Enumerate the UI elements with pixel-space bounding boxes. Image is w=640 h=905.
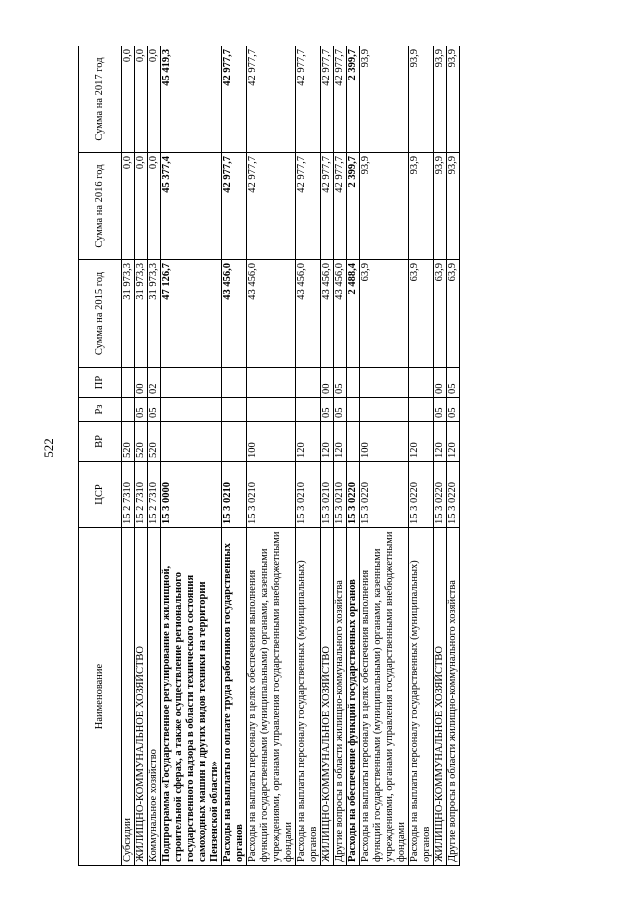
cell-pr: 00: [321, 368, 334, 398]
cell-sum-2017: 93,9: [409, 46, 434, 153]
cell-sum-2016: 93,9: [434, 153, 447, 260]
cell-vr: 520: [122, 422, 135, 462]
cell-pr: [222, 368, 247, 398]
cell-csr: 15 3 0220: [447, 462, 460, 528]
cell-sum-2015: 63,9: [409, 260, 434, 368]
cell-pr: [247, 368, 296, 398]
cell-csr: 15 3 0210: [321, 462, 334, 528]
cell-pr: [161, 368, 222, 398]
cell-rz: [360, 398, 409, 422]
cell-csr: 15 3 0000: [161, 462, 222, 528]
cell-sum-2015: 43 456,0: [296, 260, 321, 368]
cell-vr: 520: [135, 422, 148, 462]
cell-sum-2015: 2 488,4: [347, 260, 360, 368]
cell-vr: [161, 422, 222, 462]
cell-name: ЖИЛИЩНО-КОММУНАЛЬНОЕ ХОЗЯЙСТВО: [434, 528, 447, 866]
cell-sum-2016: 42 977,7: [334, 153, 347, 260]
table-row: [360, 46, 409, 866]
header-rz: Рз: [79, 398, 122, 422]
cell-pr: 05: [334, 368, 347, 398]
cell-csr: 15 3 0220: [409, 462, 434, 528]
cell-csr: 15 3 0220: [360, 462, 409, 528]
cell-rz: 05: [434, 398, 447, 422]
cell-name: Расходы на обеспечение функций государственных органов: [347, 528, 360, 866]
table-row: [434, 46, 447, 866]
cell-sum-2017: 42 977,7: [247, 46, 296, 153]
table-row: [122, 46, 135, 866]
table-row: [296, 46, 321, 866]
cell-rz: [161, 398, 222, 422]
cell-rz: 05: [148, 398, 161, 422]
cell-name: Другие вопросы в области жилищно-коммунального хозяйства: [334, 528, 347, 866]
budget-table-area: [78, 46, 612, 866]
cell-sum-2015: 63,9: [434, 260, 447, 368]
cell-name: Расходы на выплаты персоналу государственных (муниципальных) органов: [409, 528, 434, 866]
cell-csr: 15 2 7310: [148, 462, 161, 528]
cell-vr: 120: [447, 422, 460, 462]
header-sum-2017: Сумма на 2017 год: [79, 46, 122, 153]
cell-sum-2015: 31 973,3: [135, 260, 148, 368]
cell-name: Расходы на выплаты персоналу государственных (муниципальных) органов: [296, 528, 321, 866]
cell-sum-2016: 93,9: [409, 153, 434, 260]
cell-sum-2016: 45 377,4: [161, 153, 222, 260]
cell-sum-2015: 43 456,0: [222, 260, 247, 368]
cell-sum-2017: 93,9: [447, 46, 460, 153]
cell-csr: 15 3 0210: [222, 462, 247, 528]
cell-pr: 05: [447, 368, 460, 398]
cell-csr: 15 2 7310: [135, 462, 148, 528]
cell-name: Другие вопросы в области жилищно-коммунального хозяйства: [447, 528, 460, 866]
cell-sum-2016: 42 977,7: [222, 153, 247, 260]
table-row: [247, 46, 296, 866]
table-header-row: [79, 46, 122, 866]
cell-csr: 15 2 7310: [122, 462, 135, 528]
cell-vr: 100: [360, 422, 409, 462]
table-row: [321, 46, 334, 866]
header-vr: ВР: [79, 422, 122, 462]
cell-pr: 02: [148, 368, 161, 398]
cell-sum-2017: 93,9: [434, 46, 447, 153]
cell-sum-2015: 47 126,7: [161, 260, 222, 368]
cell-name: Расходы на выплаты персоналу в целях обеспечения выполнения функций государственными (муниципальными) органами, казенными учреждениями, органами управления государственными внебюджетными фондами: [360, 528, 409, 866]
cell-sum-2016: 42 977,7: [247, 153, 296, 260]
cell-rz: 05: [321, 398, 334, 422]
cell-vr: [222, 422, 247, 462]
table-body: [122, 46, 460, 866]
header-sum-2015: Сумма на 2015 год: [79, 260, 122, 368]
cell-sum-2015: 43 456,0: [321, 260, 334, 368]
cell-vr: 100: [247, 422, 296, 462]
cell-name: Коммунальное хозяйство: [148, 528, 161, 866]
table-row: [447, 46, 460, 866]
cell-sum-2017: 42 977,7: [321, 46, 334, 153]
header-sum-2016: Сумма на 2016 год: [79, 153, 122, 260]
cell-csr: 15 3 0210: [334, 462, 347, 528]
cell-sum-2017: 2 399,7: [347, 46, 360, 153]
cell-sum-2015: 31 973,3: [122, 260, 135, 368]
cell-rz: 05: [334, 398, 347, 422]
cell-name: ЖИЛИЩНО-КОММУНАЛЬНОЕ ХОЗЯЙСТВО: [321, 528, 334, 866]
cell-sum-2017: 0,0: [122, 46, 135, 153]
cell-vr: 120: [296, 422, 321, 462]
cell-name: ЖИЛИЩНО-КОММУНАЛЬНОЕ ХОЗЯЙСТВО: [135, 528, 148, 866]
table-row: [347, 46, 360, 866]
cell-vr: 120: [334, 422, 347, 462]
table-row: [161, 46, 222, 866]
table-row: [135, 46, 148, 866]
cell-sum-2016: 93,9: [447, 153, 460, 260]
cell-sum-2016: 42 977,7: [296, 153, 321, 260]
cell-sum-2017: 0,0: [148, 46, 161, 153]
cell-csr: 15 3 0220: [347, 462, 360, 528]
cell-sum-2017: 93,9: [360, 46, 409, 153]
cell-sum-2015: 63,9: [447, 260, 460, 368]
cell-csr: 15 3 0220: [434, 462, 447, 528]
cell-vr: 120: [409, 422, 434, 462]
header-name: Наименование: [79, 528, 122, 866]
cell-sum-2017: 42 977,7: [334, 46, 347, 153]
cell-vr: 120: [434, 422, 447, 462]
table-row: [148, 46, 161, 866]
table-row: [409, 46, 434, 866]
cell-pr: [347, 368, 360, 398]
cell-sum-2017: 42 977,7: [222, 46, 247, 153]
cell-sum-2016: 93,9: [360, 153, 409, 260]
table-row: [222, 46, 247, 866]
cell-rz: [347, 398, 360, 422]
cell-rz: 05: [447, 398, 460, 422]
cell-csr: 15 3 0210: [247, 462, 296, 528]
cell-sum-2015: 63,9: [360, 260, 409, 368]
cell-rz: 05: [135, 398, 148, 422]
cell-sum-2016: 0,0: [135, 153, 148, 260]
table-row: [334, 46, 347, 866]
cell-sum-2015: 31 973,3: [148, 260, 161, 368]
header-pr: ПР: [79, 368, 122, 398]
cell-rz: [222, 398, 247, 422]
cell-sum-2016: 0,0: [122, 153, 135, 260]
cell-pr: 00: [434, 368, 447, 398]
cell-sum-2017: 0,0: [135, 46, 148, 153]
cell-name: Подпрограмма «Государственное регулирование в жилищной, строительной сферах, а также осуществление регионального государственного надзора в области технического состояния самоходных машин и других видов техники на территории Пензенской области»: [161, 528, 222, 866]
cell-sum-2017: 45 419,3: [161, 46, 222, 153]
page-number: 522: [41, 438, 56, 458]
rotated-table-wrapper: [78, 46, 612, 866]
cell-pr: [122, 368, 135, 398]
cell-sum-2015: 43 456,0: [247, 260, 296, 368]
cell-pr: [360, 368, 409, 398]
cell-sum-2017: 42 977,7: [296, 46, 321, 153]
cell-rz: [296, 398, 321, 422]
cell-vr: 520: [148, 422, 161, 462]
cell-sum-2016: 42 977,7: [321, 153, 334, 260]
cell-pr: [296, 368, 321, 398]
cell-vr: 120: [321, 422, 334, 462]
cell-name: Субсидии: [122, 528, 135, 866]
cell-vr: [347, 422, 360, 462]
cell-pr: 00: [135, 368, 148, 398]
cell-name: Расходы на выплаты персоналу в целях обеспечения выполнения функций государственными (муниципальными) органами, казенными учреждениями, органами управления государственными внебюджетными фондами: [247, 528, 296, 866]
cell-csr: 15 3 0210: [296, 462, 321, 528]
header-csr: ЦСР: [79, 462, 122, 528]
cell-sum-2016: 2 399,7: [347, 153, 360, 260]
cell-rz: [247, 398, 296, 422]
cell-rz: [122, 398, 135, 422]
cell-sum-2016: 0,0: [148, 153, 161, 260]
cell-pr: [409, 368, 434, 398]
cell-name: Расходы на выплаты по оплате труда работников государственных органов: [222, 528, 247, 866]
budget-table: [78, 46, 460, 866]
cell-sum-2015: 43 456,0: [334, 260, 347, 368]
cell-rz: [409, 398, 434, 422]
